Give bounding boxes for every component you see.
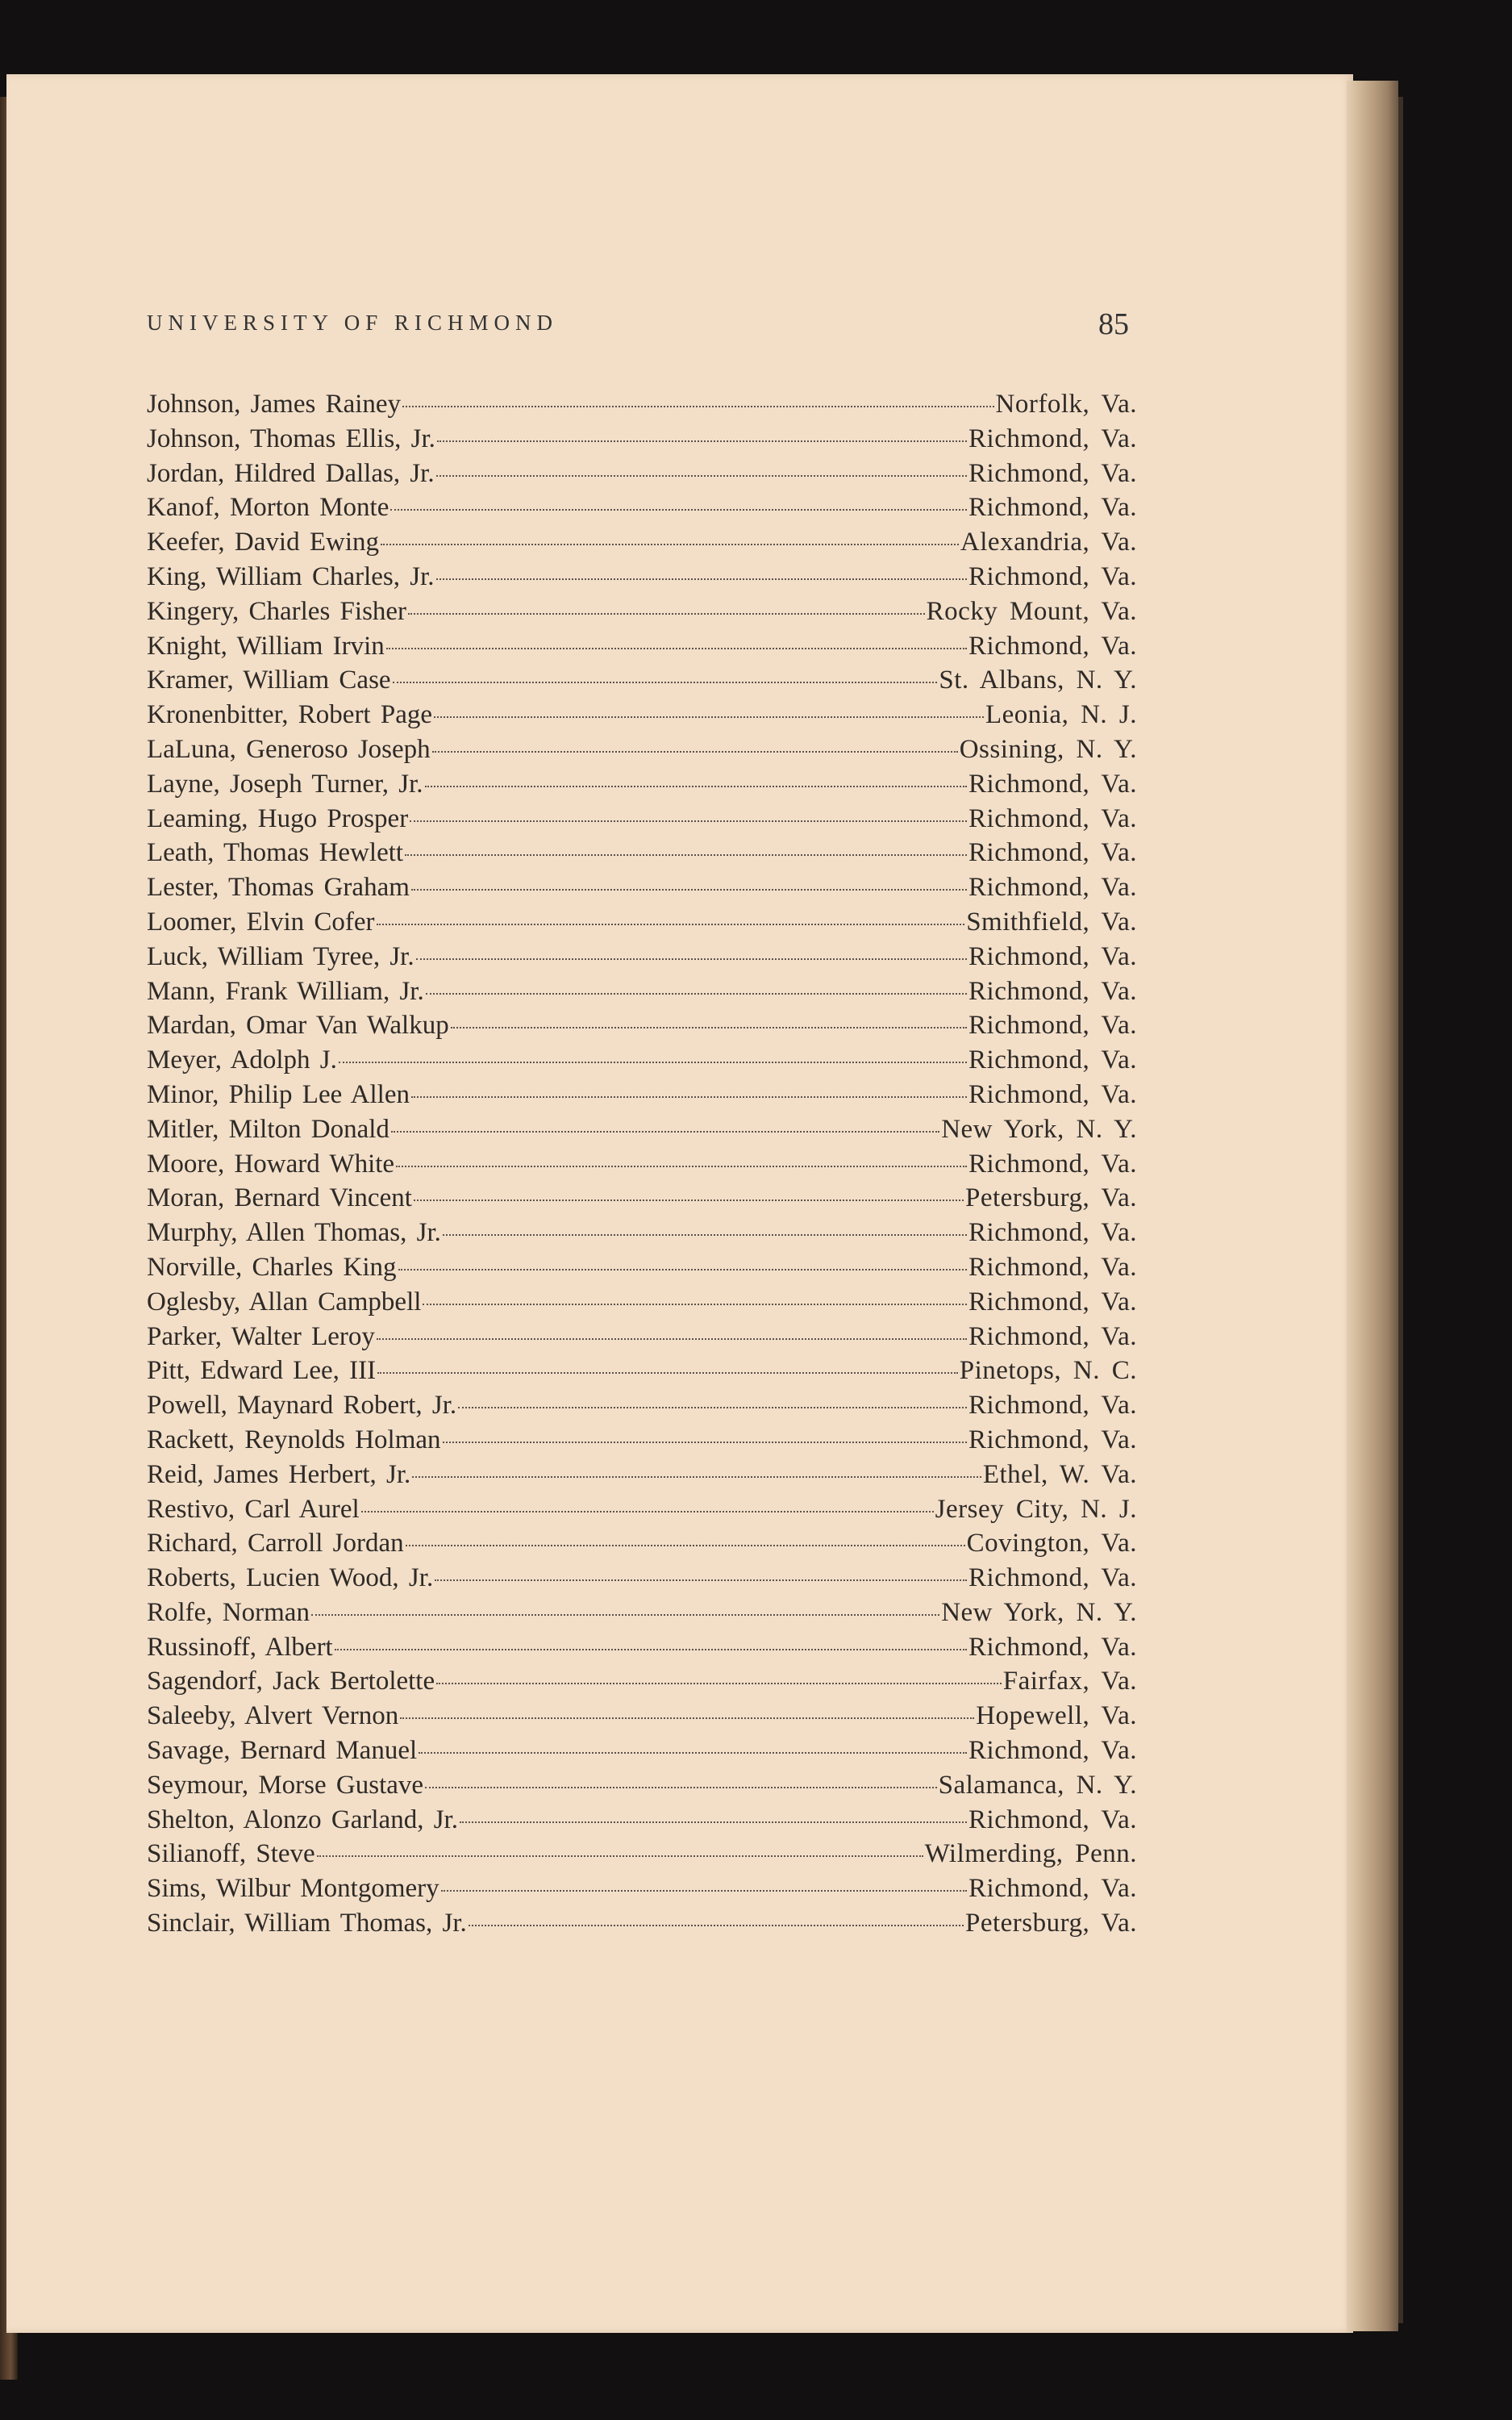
dot-leader	[410, 820, 967, 822]
hometown: Richmond, Va.	[968, 493, 1137, 523]
list-item	[147, 1771, 1137, 1805]
student-name: King, William Charles, Jr.	[147, 561, 435, 591]
list-item	[147, 390, 1137, 424]
page-stack-edge	[1347, 81, 1398, 2331]
list-item	[147, 1701, 1137, 1736]
student-name: Oglesby, Allan Campbell	[147, 1287, 422, 1316]
hometown: Richmond, Va.	[968, 1391, 1137, 1421]
list-item	[147, 1356, 1137, 1391]
dot-leader	[451, 1027, 967, 1028]
student-name: Silianoff, Steve	[147, 1839, 315, 1869]
student-name: Murphy, Allen Thomas, Jr.	[147, 1218, 441, 1248]
hometown: Richmond, Va.	[968, 458, 1137, 488]
hometown: Petersburg, Va.	[964, 1183, 1137, 1213]
hometown: Richmond, Va.	[968, 1045, 1137, 1075]
hometown: Richmond, Va.	[968, 1736, 1137, 1766]
hometown: Hopewell, Va.	[976, 1701, 1137, 1731]
dot-leader	[458, 1407, 967, 1408]
hometown: New York, N. Y.	[941, 1597, 1137, 1627]
dot-leader	[426, 993, 967, 995]
list-item	[147, 1563, 1137, 1598]
hometown: Richmond, Va.	[968, 1874, 1137, 1904]
hometown: Ethel, W. Va.	[982, 1459, 1137, 1489]
student-name: Norville, Charles King	[147, 1252, 397, 1282]
dot-leader	[361, 1511, 934, 1512]
dot-leader	[411, 889, 967, 891]
list-item	[147, 1253, 1137, 1287]
hometown: Norfolk, Va.	[995, 390, 1137, 419]
student-name: Pitt, Edward Lee, III	[147, 1356, 377, 1386]
hometown: Richmond, Va.	[968, 1425, 1137, 1454]
list-item	[147, 1805, 1137, 1840]
hometown: Richmond, Va.	[968, 941, 1137, 971]
list-item	[147, 838, 1137, 873]
student-name: Rackett, Reynolds Holman	[147, 1425, 441, 1454]
dot-leader	[414, 1200, 964, 1201]
student-name: Minor, Philip Lee Allen	[147, 1079, 410, 1109]
hometown: Jersey City, N. J.	[935, 1494, 1137, 1524]
dot-leader	[441, 1890, 967, 1892]
list-item	[147, 1839, 1137, 1874]
list-item	[147, 493, 1137, 528]
list-item	[147, 1287, 1137, 1322]
list-item	[147, 1322, 1137, 1357]
student-name: Moore, Howard White	[147, 1149, 395, 1179]
student-name: Richard, Carroll Jordan	[147, 1529, 404, 1558]
student-name: Mitler, Milton Donald	[147, 1114, 389, 1144]
hometown: Rocky Mount, Va.	[926, 596, 1137, 626]
student-name: LaLuna, Generoso Joseph	[147, 734, 431, 764]
list-item	[147, 1218, 1137, 1253]
student-name: Leath, Thomas Hewlett	[147, 838, 404, 868]
student-name: Johnson, Thomas Ellis, Jr.	[147, 424, 435, 453]
hometown: Ossining, N. Y.	[959, 734, 1137, 764]
hometown: Richmond, Va.	[968, 873, 1137, 903]
back-cover-edge	[1398, 97, 1403, 2323]
dot-leader	[425, 786, 968, 787]
dot-leader	[311, 1614, 939, 1616]
hometown: Richmond, Va.	[968, 424, 1137, 453]
hometown: Fairfax, Va.	[1002, 1667, 1137, 1696]
list-item	[147, 666, 1137, 700]
hometown: Richmond, Va.	[968, 561, 1137, 591]
hometown: Smithfield, Va.	[966, 907, 1137, 937]
hometown: Richmond, Va.	[968, 631, 1137, 661]
student-name: Kanof, Morton Monte	[147, 493, 389, 523]
student-name: Seymour, Morse Gustave	[147, 1770, 424, 1800]
list-item	[147, 1667, 1137, 1701]
list-item	[147, 1150, 1137, 1184]
list-item	[147, 1115, 1137, 1150]
dot-leader	[396, 1166, 967, 1167]
hometown: Richmond, Va.	[968, 1149, 1137, 1179]
dot-leader	[443, 1442, 967, 1443]
student-name: Sims, Wilbur Montgomery	[147, 1874, 439, 1904]
list-item	[147, 770, 1137, 804]
student-name: Lester, Thomas Graham	[147, 873, 410, 903]
student-name: Shelton, Alonzo Garland, Jr.	[147, 1805, 458, 1834]
hometown: Richmond, Va.	[968, 1321, 1137, 1351]
dot-leader	[377, 924, 965, 925]
hometown: New York, N. Y.	[941, 1114, 1137, 1144]
dot-leader	[408, 613, 925, 615]
hometown: Pinetops, N. C.	[959, 1356, 1137, 1386]
list-item	[147, 1391, 1137, 1425]
student-name: Jordan, Hildred Dallas, Jr.	[147, 458, 435, 488]
dot-leader	[411, 1096, 967, 1098]
dot-leader	[416, 958, 967, 960]
list-item	[147, 1045, 1137, 1080]
hometown: Alexandria, Va.	[960, 528, 1137, 557]
dot-leader	[405, 854, 967, 856]
list-item	[147, 1425, 1137, 1460]
hometown: Petersburg, Va.	[964, 1909, 1137, 1938]
student-name: Sagendorf, Jack Bertolette	[147, 1667, 435, 1696]
list-item	[147, 459, 1137, 494]
dot-leader	[391, 1131, 939, 1133]
dot-leader	[460, 1821, 967, 1823]
list-item	[147, 1909, 1137, 1943]
list-item	[147, 597, 1137, 632]
dot-leader	[386, 648, 967, 649]
list-item	[147, 1736, 1137, 1771]
list-item	[147, 1011, 1137, 1045]
list-item	[147, 1874, 1137, 1909]
dot-leader	[412, 1476, 981, 1478]
dot-leader	[317, 1855, 923, 1857]
student-name: Sinclair, William Thomas, Jr.	[147, 1909, 467, 1938]
list-item	[147, 1495, 1137, 1529]
list-item	[147, 942, 1137, 977]
list-item	[147, 528, 1137, 562]
student-list	[147, 390, 1137, 1943]
hometown: Richmond, Va.	[968, 1218, 1137, 1248]
student-name: Kronenbitter, Robert Page	[147, 700, 433, 730]
student-name: Layne, Joseph Turner, Jr.	[147, 769, 423, 799]
dot-leader	[339, 1062, 967, 1063]
running-title: UNIVERSITY OF RICHMOND	[147, 311, 559, 335]
student-name: Parker, Walter Leroy	[147, 1321, 375, 1351]
student-name: Mardan, Omar Van Walkup	[147, 1011, 449, 1041]
list-item	[147, 735, 1137, 770]
student-name: Powell, Maynard Robert, Jr.	[147, 1391, 457, 1421]
hometown: Richmond, Va.	[968, 769, 1137, 799]
hometown: Covington, Va.	[966, 1529, 1137, 1558]
hometown: Richmond, Va.	[968, 1563, 1137, 1593]
dot-leader	[381, 544, 959, 545]
student-name: Savage, Bernard Manuel	[147, 1736, 418, 1766]
student-name: Reid, James Herbert, Jr.	[147, 1459, 411, 1489]
dot-leader	[335, 1649, 967, 1650]
list-item	[147, 1633, 1137, 1667]
hometown: Richmond, Va.	[968, 1805, 1137, 1834]
student-name: Johnson, James Rainey	[147, 390, 402, 419]
hometown: Leonia, N. J.	[985, 700, 1137, 730]
student-name: Leaming, Hugo Prosper	[147, 803, 409, 833]
page-number: 85	[1098, 307, 1129, 341]
student-name: Loomer, Elvin Cofer	[147, 907, 375, 937]
list-item	[147, 424, 1137, 459]
hometown: Richmond, Va.	[968, 1011, 1137, 1041]
dot-leader	[443, 1234, 967, 1236]
dot-leader	[377, 1372, 958, 1374]
student-name: Mann, Frank William, Jr.	[147, 976, 424, 1006]
student-name: Luck, William Tyree, Jr.	[147, 941, 414, 971]
student-name: Knight, William Irvin	[147, 631, 385, 661]
list-item	[147, 1460, 1137, 1495]
dot-leader	[469, 1925, 964, 1926]
hometown: Richmond, Va.	[968, 1287, 1137, 1316]
hometown: Wilmerding, Penn.	[924, 1839, 1137, 1869]
student-name: Meyer, Adolph J.	[147, 1045, 337, 1075]
dot-leader	[425, 1787, 937, 1788]
list-item	[147, 1183, 1137, 1218]
hometown: Salamanca, N. Y.	[938, 1770, 1137, 1800]
dot-leader	[398, 1269, 967, 1270]
dot-leader	[377, 1338, 967, 1340]
hometown: Richmond, Va.	[968, 976, 1137, 1006]
dot-leader	[419, 1752, 967, 1754]
dot-leader	[434, 716, 984, 718]
dot-leader	[400, 1717, 974, 1719]
list-item	[147, 908, 1137, 942]
student-name: Russinoff, Albert	[147, 1632, 333, 1662]
hometown: St. Albans, N. Y.	[939, 666, 1137, 695]
list-item	[147, 873, 1137, 908]
dot-leader	[436, 1683, 1002, 1684]
student-name: Kingery, Charles Fisher	[147, 596, 407, 626]
hometown: Richmond, Va.	[968, 1632, 1137, 1662]
dot-leader	[393, 682, 938, 683]
student-name: Restivo, Carl Aurel	[147, 1494, 360, 1524]
list-item	[147, 1529, 1137, 1563]
hometown: Richmond, Va.	[968, 1079, 1137, 1109]
dot-leader	[436, 475, 967, 477]
list-item	[147, 562, 1137, 597]
list-item	[147, 632, 1137, 666]
dot-leader	[402, 406, 993, 407]
dot-leader	[423, 1304, 967, 1305]
dot-leader	[390, 509, 967, 511]
student-name: Roberts, Lucien Wood, Jr.	[147, 1563, 434, 1593]
student-name: Moran, Bernard Vincent	[147, 1183, 412, 1213]
student-name: Rolfe, Norman	[147, 1597, 310, 1627]
list-item	[147, 1080, 1137, 1115]
dot-leader	[406, 1545, 965, 1546]
dot-leader	[432, 751, 958, 753]
list-item	[147, 804, 1137, 839]
hometown: Richmond, Va.	[968, 1252, 1137, 1282]
student-name: Keefer, David Ewing	[147, 528, 379, 557]
list-item	[147, 977, 1137, 1012]
list-item	[147, 700, 1137, 735]
dot-leader	[436, 578, 967, 580]
dot-leader	[437, 440, 967, 442]
student-name: Saleeby, Alvert Vernon	[147, 1701, 399, 1731]
student-name: Kramer, William Case	[147, 666, 391, 695]
list-item	[147, 1598, 1137, 1633]
hometown: Richmond, Va.	[968, 838, 1137, 868]
hometown: Richmond, Va.	[968, 803, 1137, 833]
dot-leader	[435, 1579, 967, 1581]
